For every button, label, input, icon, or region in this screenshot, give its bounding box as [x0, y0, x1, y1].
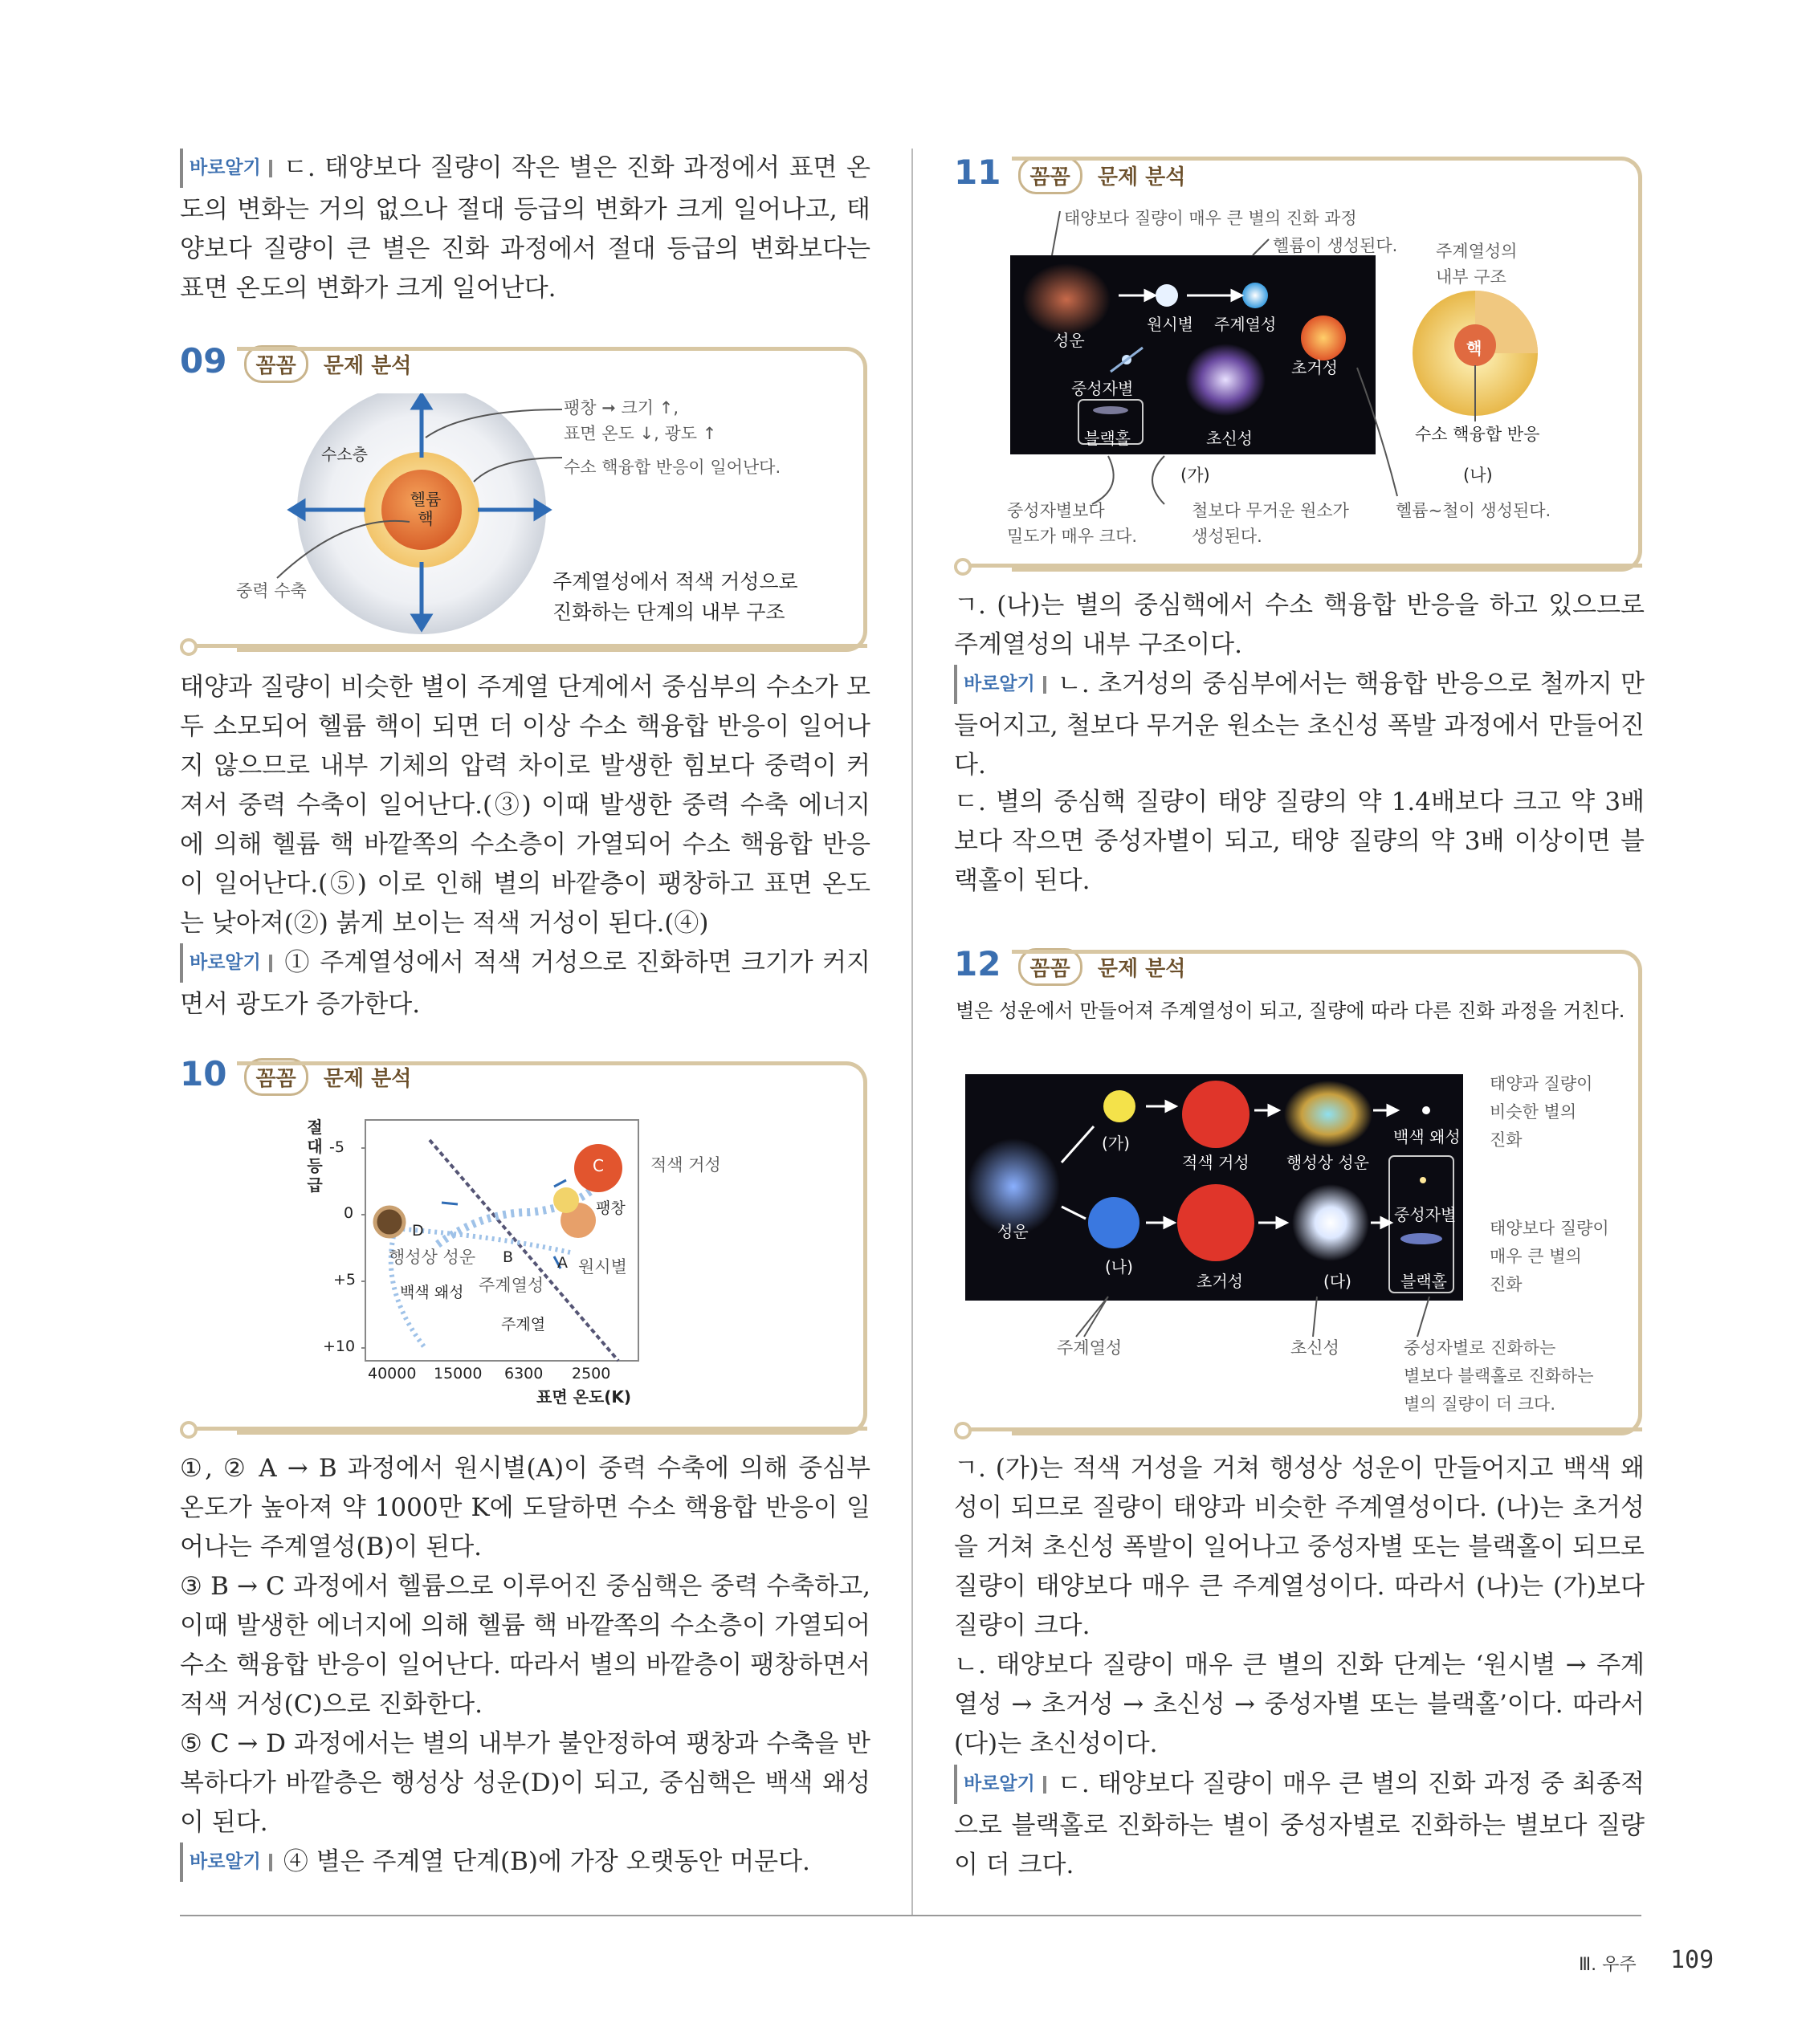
q12-header: 12 꼼꼼 문제 분석: [954, 944, 1185, 986]
q12-white-dwarf: 백색 왜성: [1393, 1127, 1461, 1146]
q09-fusion-note: 수소 핵융합 반응이 일어난다.: [564, 458, 781, 477]
q11-p2: ㄷ. 별의 중심핵 질량이 태양 질량의 약 1.4배보다 크고 약 3배보다 작으면 중성자별이 되고, 태양 질량의 약 3배 이상이면 블랙홀이 된다.: [954, 788, 1645, 895]
q12-label-da: (다): [1323, 1272, 1351, 1291]
q12-mass-note: 중성자별로 진화하는 별보다 블랙홀로 진화하는 별의 질량이 더 크다.: [1404, 1338, 1594, 1414]
q10-hr-diagram: [305, 1108, 691, 1405]
q11-callout-lines: [1036, 207, 1437, 528]
q10-point-d: D: [412, 1222, 424, 1240]
q12-p2: ㄴ. 태양보다 질량이 매우 큰 별의 진화 단계는 ‘원시별 → 주계열성 → 초거성 → 초신성 → 중성자별 또는 블랙홀’이다. 따라서 (다)는 초신성이다.: [954, 1651, 1645, 1758]
q12-planetary-nebula: 행성상 성운: [1286, 1153, 1369, 1172]
q10-y-axis-label: 절대 등급: [307, 1118, 323, 1195]
q09-caption: 주계열성에서 적색 거성으로 진화하는 단계의 내부 구조: [552, 570, 798, 624]
q10-p3: ⑤ C → D 과정에서는 별의 내부가 불안정하여 팽창과 수축을 반복하다가 바깥층은 행성상 성운(D)이 되고, 중심핵은 백색 왜성이 된다.: [180, 1729, 870, 1837]
q10-ytick: -5: [329, 1138, 344, 1156]
q09-hydrogen-layer: 수소층: [321, 445, 368, 464]
q09-wrong-note: 바로알기 ① 주계열성에서 적색 거성으로 진화하면 크기가 커지면서 광도가 증가한다.: [180, 943, 870, 1024]
top-left-paragraph: 바로알기 ㄷ. 태양보다 질량이 작은 별은 진화 과정에서 표면 온도의 변화는 거의 없으나 절대 등급의 변화가 크게 일어나고, 태양보다 질량이 큰 별은 진화 과정에서 절대 등급의 변화보다는 표면 온도의 변화가 크게 일어난다.: [180, 149, 870, 308]
q11-protostar: 원시별: [1147, 315, 1193, 334]
q09-number: 09: [180, 341, 227, 381]
q11-neutron-star: 중성자별: [1071, 379, 1134, 398]
q10-xtick: 40000: [368, 1365, 417, 1382]
q11-fig-title: 태양보다 질량이 매우 큰 별의 진화 과정: [1064, 209, 1357, 228]
q10-xtick: 6300: [504, 1365, 544, 1382]
q11-he-fe-note: 헬륨~철이 생성된다.: [1396, 501, 1551, 520]
q09-gravity-contraction: 중력 수축: [236, 581, 307, 601]
q12-callout-lines: [1052, 1293, 1453, 1341]
q10-xtick: 15000: [434, 1365, 483, 1382]
q11-black-hole: 블랙홀: [1084, 429, 1131, 448]
q11-box-dot: [954, 558, 972, 576]
q10-xtick: 2500: [572, 1365, 611, 1382]
q11-wrong-note: 바로알기 ㄴ. 초거성의 중심부에서는 핵융합 반응으로 철까지 만들어지고, 철보다 무거운 원소는 초신성 폭발 과정에서 만들어진다.: [954, 665, 1645, 785]
q09-box-dot: [180, 638, 198, 656]
analysis-label: 문제 분석: [323, 354, 412, 378]
q11-core: 핵: [1466, 339, 1482, 358]
q11-label-ga: (가): [1180, 466, 1210, 485]
q11-heavier-note: 철보다 무거운 원소가 생성된다.: [1192, 501, 1349, 546]
q10-point-b: B: [503, 1248, 514, 1266]
q12-p1: ㄱ. (가)는 적색 거성을 거쳐 행성상 성운이 만들어지고 백색 왜성이 되므로 질량이 태양과 비슷한 주계열성이다. (나)는 초거성을 거쳐 초신성 폭발이 일어나고 중성자별 또는 블랙홀이 되므로 질량이 태양보다 매우 큰 주계열성이다. 따라서 (나)는 (가)보다 질량이 크다.: [954, 1454, 1645, 1640]
q11-supergiant: 초거성: [1291, 358, 1338, 377]
left-column: [180, 149, 870, 308]
q10-planetary-nebula: 행성상 성운: [389, 1248, 476, 1267]
footer-section: Ⅲ. 우주: [1579, 1955, 1637, 1975]
q10-protostar: 원시별: [578, 1257, 627, 1276]
q12-number: 12: [954, 944, 1001, 983]
q10-point-c: C: [593, 1156, 604, 1175]
q12-evolution-graphic: [965, 1074, 1463, 1301]
q09-expand-note: 팽창 ➞ 크기 ↑, 표면 온도 ↓, 광도 ↑: [564, 398, 717, 443]
q12-red-giant: 적색 거성: [1182, 1153, 1250, 1172]
column-divider: [911, 149, 913, 1915]
q11-p1: ㄱ. (나)는 별의 중심핵에서 수소 핵융합 반응을 하고 있으므로 주계열성의 내부 구조이다.: [954, 591, 1645, 659]
q10-ytick: +5: [333, 1271, 357, 1289]
q10-ytick: +10: [323, 1338, 356, 1355]
q12-main-sequence: 주계열성: [1057, 1338, 1123, 1358]
q11-main-sequence: 주계열성: [1214, 315, 1277, 334]
page-number: 109: [1670, 1946, 1714, 1974]
q10-box-line: [193, 1427, 867, 1431]
q09-body: 태양과 질량이 비슷한 별이 주계열 단계에서 중심부의 수소가 모두 소모되어 헬륨 핵이 되면 더 이상 수소 핵융합 반응이 일어나지 않으므로 내부 기체의 압력 차이로 발생한 힘보다 중력이 커져서 중력 수축이 일어난다.(③) 이때 발생한 중력 수축 에너지에 의해 헬륨 핵 바깥쪽의 수소층이 가열되어 수소 핵융합 반응이 일어난다.(⑤) 이로 인해 별의 바깥층이 팽창하고 표면 온도는 낮아져(②) 붉게 보이는 적색 거성이 된다.(④): [180, 673, 870, 938]
q12-label-ga: (가): [1102, 1134, 1130, 1153]
q09-callout-lines: [265, 393, 570, 594]
q11-helium-note: 헬륨이 생성된다.: [1273, 236, 1398, 255]
q10-box-dot: [180, 1421, 198, 1439]
q10-ms-star: 주계열성: [479, 1276, 544, 1295]
q12-label-na: (나): [1105, 1257, 1133, 1276]
q10-white-dwarf: 백색 왜성: [400, 1284, 464, 1301]
q12-supergiant: 초거성: [1197, 1272, 1243, 1291]
q11-box-line: [968, 564, 1642, 568]
q11-label-na: (나): [1463, 466, 1493, 485]
q11-number: 11: [954, 153, 1001, 192]
q12-box-line: [968, 1427, 1642, 1431]
q10-main-sequence: 주계열: [501, 1316, 546, 1333]
q12-black-hole: 블랙홀: [1400, 1272, 1447, 1291]
q11-nebula: 성운: [1054, 331, 1085, 350]
q12-wrong-note: 바로알기 ㄷ. 태양보다 질량이 매우 큰 별의 진화 과정 중 최종적으로 블랙홀로 진화하는 별이 중성자별로 진화하는 별보다 질량이 더 크다.: [954, 1765, 1645, 1885]
q10-number: 10: [180, 1054, 227, 1093]
q10-point-a: A: [557, 1254, 568, 1272]
q11-hydrogen-fusion: 수소 핵융합 반응: [1415, 425, 1540, 444]
q10-expand: 팽창: [596, 1199, 626, 1217]
q10-x-axis-label: 표면 온도(K): [536, 1387, 632, 1407]
q10-wrong-note: 바로알기 ④ 별은 주계열 단계(B)에 가장 오랫동안 머문다.: [180, 1842, 870, 1884]
q12-sunlike-note: 태양과 질량이 비슷한 별의 진화: [1490, 1074, 1593, 1150]
q12-neutron-star: 중성자별: [1394, 1205, 1457, 1224]
q12-massive-note: 태양보다 질량이 매우 큰 별의 진화: [1490, 1219, 1609, 1294]
q11-denser-note: 중성자별보다 밀도가 매우 크다.: [1007, 501, 1138, 546]
q11-header: 11 꼼꼼 문제 분석: [954, 153, 1185, 194]
q10-p2: ③ B → C 과정에서 헬륨으로 이루어진 중심핵은 중력 수축하고, 이때 발생한 에너지에 의해 헬륨 핵 바깥쪽의 수소층이 가열되어 수소 핵융합 반응이 일어난다. 따라서 별의 바깥층이 팽창하면서 적색 거성(C)으로 진화한다.: [180, 1572, 870, 1719]
q11-supernova: 초신성: [1206, 429, 1253, 448]
q11-ms-structure: 주계열성의 내부 구조: [1436, 242, 1518, 287]
q12-nebula: 성운: [997, 1222, 1029, 1241]
q09-helium-core: 헬륨 핵: [410, 490, 442, 528]
q10-ytick: 0: [344, 1204, 354, 1222]
q12-evolution-image: [965, 1074, 1463, 1301]
q10-p1: ①, ② A → B 과정에서 원시별(A)이 중력 수축에 의해 중심부 온도가 높아져 약 1000만 K에 도달하면 수소 핵융합 반응이 일어나는 주계열성(B)이 된다.: [180, 1454, 870, 1562]
q12-supernova: 초신성: [1290, 1338, 1339, 1358]
q10-header: 10 꼼꼼 문제 분석: [180, 1054, 411, 1096]
q10-red-giant: 적색 거성: [650, 1155, 721, 1175]
kkomkkom-badge: 꼼꼼: [244, 345, 308, 383]
correct-tag: 바로알기: [180, 149, 272, 188]
footer-rule: [180, 1915, 1641, 1916]
q09-box-line: [193, 644, 867, 648]
q12-box-dot: [954, 1422, 972, 1439]
q12-intro: 별은 성운에서 만들어져 주계열성이 되고, 질량에 따라 다른 진화 과정을 거친다.: [956, 1000, 1625, 1022]
